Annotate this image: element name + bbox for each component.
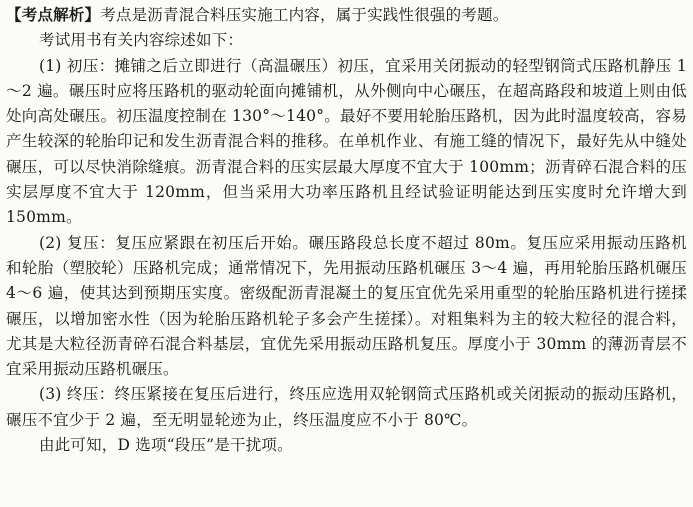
analysis-heading: 【考点解析】 [6,6,101,24]
intro-text: 考点是沥青混合料压实施工内容，属于实践性很强的考题。 [100,6,509,24]
initial-compaction-paragraph: (1) 初压：摊铺之后立即进行（高温碾压）初压，宜采用关闭振动的轻型钢筒式压路机静压 1～2 遍。碾压时应将压路机的驱动轮面向摊铺机，从外侧向中心碾压，在超高路段和坡道上则由低处向高处碾压。初压温度控制在 130°～140°。最好不要用轮胎压路机，因为此时温度较高，容易产生较深的轮胎印记和发生沥青混合料的推移。在单机作业、有施工缝的情况下，最好先从中缝处碾压，可以尽快消除缝痕。沥青混合料的压实层最大厚度不宜大于 100mm；沥青碎石混合料的压实层厚度不宜大于 120mm，但当采用大功率压路机且经试验证明能达到压实度时允许增大到 150mm。 [6,56,687,227]
final-compaction-paragraph: (3) 终压：终压紧接在复压后进行，终压应选用双轮钢筒式压路机或关闭振动的振动压路机，碾压不宜少于 2 遍，至无明显轮迹为止，终压温度应不小于 80℃。 [6,385,687,429]
lead-paragraph: 考试用书有关内容综述如下： [39,31,244,50]
intro-line [6,3,687,28]
secondary-compaction-paragraph: (2) 复压：复压应紧跟在初压后开始。碾压路段总长度不超过 80m。复压应采用振动压路机和轮胎（塑胶轮）压路机完成；通常情况下，先用振动压路机碾压 3～4 遍，再用轮胎压路机碾压 4～6 遍，使其达到预期压实度。密级配沥青混凝土的复压宜优先采用重型的轮胎压路机进行搓揉碾压，以增加密水性（因为轮胎压路机轮子多会产生搓揉）。对粗集料为主的较大粒径的混合料，尤其是大粒径沥青碎石混合料基层，宜优先采用振动压路机复压。厚度小于 30mm 的薄沥青层不宜采用振动压路机碾压。 [6,233,687,379]
conclusion-paragraph: 由此可知，D 选项“段压”是干扰项。 [39,436,293,455]
